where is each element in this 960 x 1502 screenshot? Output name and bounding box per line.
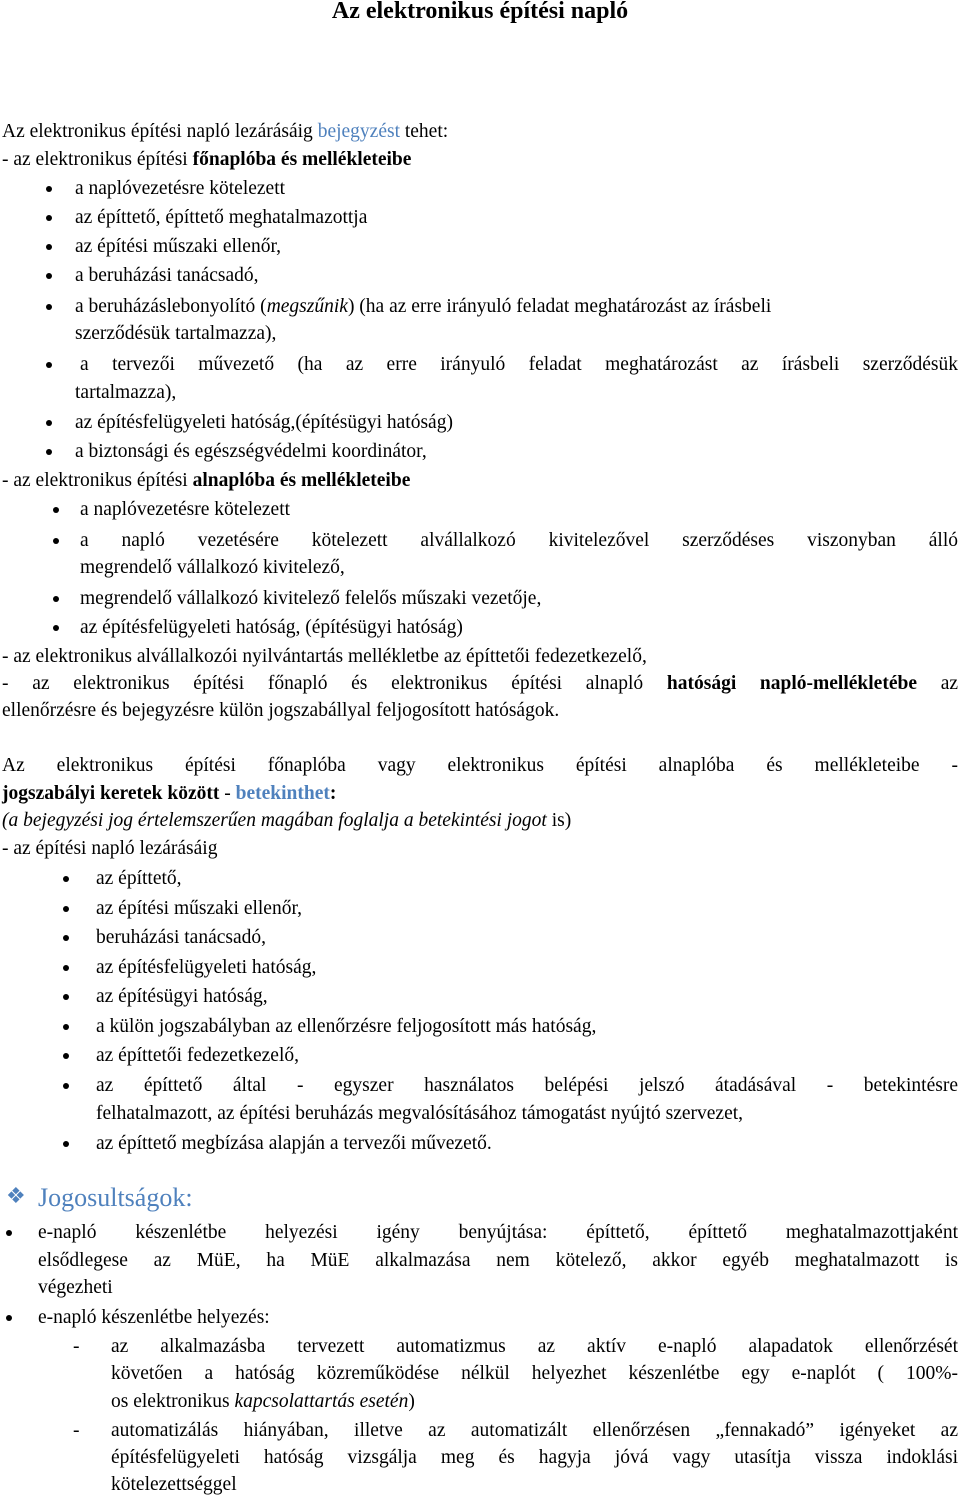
list-item-cont: felhatalmazott, az építési beruházás megvalósításához támogatást nyújtó szervezet, — [96, 1103, 744, 1124]
list-item: az építtető megbízása alapján a tervezői művezető. — [96, 1133, 492, 1154]
sub-item: az alkalmazásba tervezett automatizmus az aktív e-napló alapadatok ellenőrzését — [111, 1336, 958, 1357]
diamond-icon: ❖ — [6, 1184, 26, 1209]
intro-line: Az elektronikus építési napló lezárásáig bejegyzést tehet: — [2, 121, 449, 142]
list-item: az építésfelügyeleti hatóság, (építésügyi hatóság) — [80, 617, 463, 638]
bullet-icon — [63, 906, 69, 912]
bullet-icon — [46, 449, 52, 455]
paragraph-line: (a bejegyzési jog értelemszerűen magában foglalja a betekintési jogot is) — [2, 810, 572, 831]
list-item: az építésfelügyeleti hatóság,(építésügyi hatóság) — [75, 412, 453, 433]
list-item: az építésügyi hatóság, — [96, 986, 268, 1007]
dash-line-cont: ellenőrzésre és bejegyzésre külön jogszabállyal feljogosított hatóságok. — [2, 700, 560, 721]
dash-line: - az elektronikus építési főnapló és elektronikus építési alnapló hatósági napló-mellékletébe az — [2, 673, 959, 694]
list-item: az építtetői fedezetkezelő, — [96, 1045, 299, 1066]
bullet-icon — [63, 994, 69, 1000]
list-item: a tervezői művezető (ha az erre irányuló feladat meghatározást az írásbeli szerződésük — [80, 354, 958, 375]
list-item: az építési műszaki ellenőr, — [75, 236, 282, 257]
paragraph: Az elektronikus építési főnaplóba vagy elektronikus építési alnaplóba és mellékleteibe - — [2, 755, 958, 776]
list-item: a naplóvezetésre kötelezett — [75, 178, 286, 199]
list-item: a naplóvezetésre kötelezett — [80, 499, 291, 520]
list-item-cont: szerződésük tartalmazza), — [75, 323, 277, 344]
sub-item-cont: os elektronikus kapcsolattartás esetén) — [111, 1391, 415, 1412]
sub-item: automatizálás hiányában, illetve az automatizált ellenőrzésen „fennakadó” igényeket az — [111, 1420, 958, 1441]
list-item: az építtető által - egyszer használatos belépési jelszó átadásával - betekintésre — [96, 1075, 958, 1096]
bullet-icon — [46, 420, 52, 426]
sub-item-cont: építésfelügyeleti hatóság vizsgálja meg és hagyja jóvá vagy utasítja vissza indoklási — [111, 1447, 958, 1468]
bullet-icon — [63, 965, 69, 971]
bullet-icon — [46, 362, 52, 368]
sub-item-cont: követően a hatóság közreműködése nélkül helyezhet készenlétbe egy e-naplót ( 100%- — [111, 1363, 958, 1384]
sub-item-cont: kötelezettséggel — [111, 1474, 237, 1495]
bullet-icon — [53, 625, 59, 631]
bullet-icon — [6, 1230, 12, 1236]
list-item: e-napló készenlétbe helyezés: — [38, 1307, 270, 1328]
list-item: az építési műszaki ellenőr, — [96, 898, 303, 919]
paragraph-line: jogszabályi keretek között - betekinthet: — [2, 783, 337, 804]
bullet-icon — [6, 1315, 12, 1321]
list-item: a beruházáslebonyolító (megszűnik) (ha az erre irányuló feladat meghatározást az írásbeli — [75, 296, 772, 317]
list-item: a külön jogszabályban az ellenőrzésre feljogosított más hatóság, — [96, 1016, 597, 1037]
dash-marker: - — [73, 1336, 80, 1357]
bullet-icon — [46, 215, 52, 221]
bullet-icon — [63, 876, 69, 882]
list-item: az építtető, építtető meghatalmazottja — [75, 207, 368, 228]
list-item: a napló vezetésére kötelezett alvállalkozó kivitelezővel szerződéses viszonyban álló — [80, 530, 958, 551]
bullet-icon — [46, 304, 52, 310]
highlight-bejegyzest: bejegyzést — [317, 121, 400, 142]
bullet-icon — [53, 507, 59, 513]
fonaplo-heading: - az elektronikus építési főnaplóba és mellékleteibe — [2, 149, 412, 170]
list-item: a beruházási tanácsadó, — [75, 265, 259, 286]
list-item: az építtető, — [96, 868, 182, 889]
list-item: megrendelő vállalkozó kivitelező felelős műszaki vezetője, — [80, 588, 542, 609]
page-title: Az elektronikus építési napló — [331, 0, 629, 24]
list-item: e-napló készenlétbe helyezési igény benyújtása: építtető, építtető meghatalmazottjaként — [38, 1222, 958, 1243]
bullet-icon — [53, 538, 59, 544]
list-item-cont: megrendelő vállalkozó kivitelező, — [80, 557, 345, 578]
bullet-icon — [63, 1024, 69, 1030]
list-item: az építésfelügyeleti hatóság, — [96, 957, 317, 978]
bullet-icon — [46, 273, 52, 279]
list-item-cont: tartalmazza), — [75, 382, 177, 403]
list-item-cont: elsődlegese az MüE, ha MüE alkalmazása nem kötelező, akkor egyéb meghatalmazott is — [38, 1250, 958, 1271]
list-item: beruházási tanácsadó, — [96, 927, 266, 948]
highlight-betekinthet: betekinthet — [235, 783, 330, 804]
list-item-cont: végezheti — [38, 1277, 113, 1298]
list-item: a biztonsági és egészségvédelmi koordinátor, — [75, 441, 427, 462]
alnaplo-heading: - az elektronikus építési alnaplóba és mellékleteibe — [2, 470, 411, 491]
bullet-icon — [46, 244, 52, 250]
bullet-icon — [53, 596, 59, 602]
bullet-icon — [63, 1053, 69, 1059]
section-heading: Jogosultságok: — [38, 1183, 193, 1212]
paragraph-line: - az építési napló lezárásáig — [2, 838, 218, 859]
dash-marker: - — [73, 1420, 80, 1441]
dash-line: - az elektronikus alvállalkozói nyilvántartás mellékletbe az építtetői fedezetkezelő, — [2, 646, 647, 667]
bullet-icon — [46, 186, 52, 192]
bullet-icon — [63, 1083, 69, 1089]
bullet-icon — [63, 935, 69, 941]
bullet-icon — [63, 1141, 69, 1147]
